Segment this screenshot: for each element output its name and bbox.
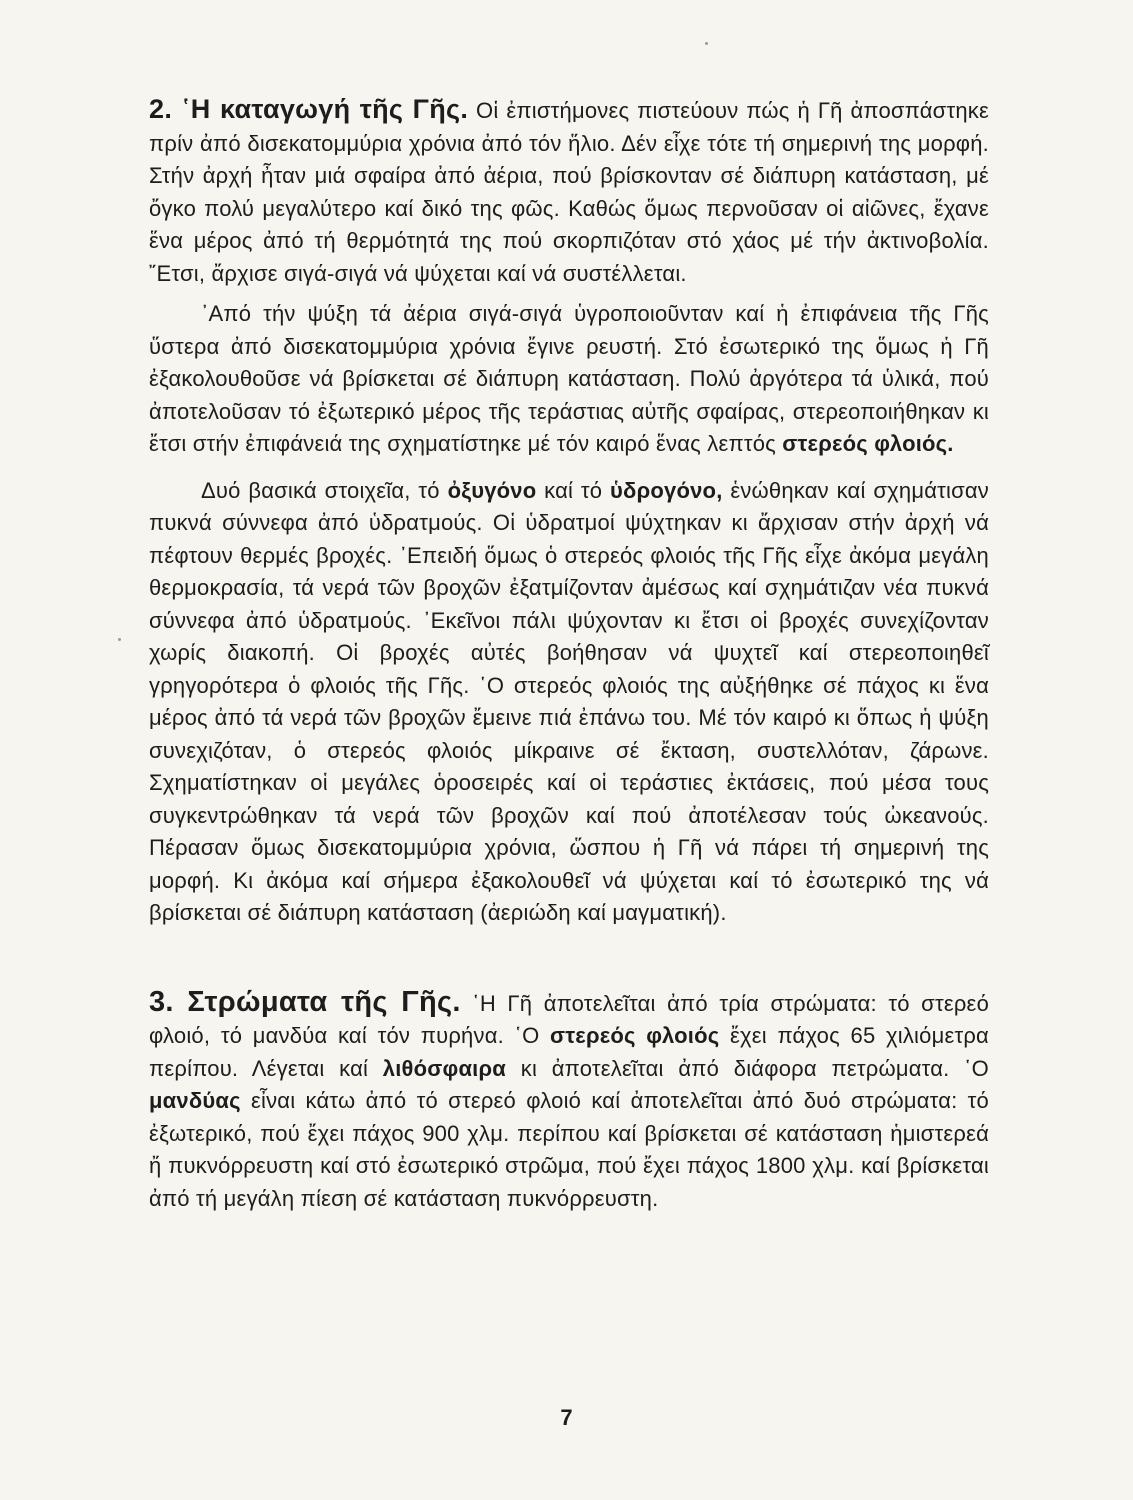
section-2-heading: 2. ῾Η καταγωγή τῆς Γῆς. (149, 94, 469, 124)
section-2-paragraph-2 (149, 298, 989, 461)
section-2-text-1: Οἱ ἐπιστήμονες πιστεύουν πώς ἡ Γῆ ἀποσπάστηκε πρίν ἀπό δισεκατομμύρια χρόνια ἀπό τόν ἥλιο. Δέν εἶχε τότε τή σημερινή της μορφή. Στήν ἀρχή ἦταν μιά σφαίρα ἀπό ἀέρια, πού βρίσκονταν σέ διάπυρη κατάσταση, μέ ὄγκο πολύ μεγαλύτερο καί δικό της φῶς. Καθώς ὅμως περνοῦσαν οἱ αἰῶνες, ἔχανε ἕνα μέρος ἀπό τή θερμότητά της πού σκορπιζόταν στό χάος μέ τήν ἀκτινοβολία. ῎Ετσι, ἄρχισε σιγά-σιγά νά ψύχεται καί νά συστέλλεται. (149, 98, 989, 286)
section-3-text-1: ῾Η Γῆ ἀποτελεῖται ἀπό τρία στρώματα: τό στερεό φλοιό, τό μανδύα καί τόν πυρήνα. ῾Ο (149, 990, 989, 1048)
mantle-term: μανδύας (149, 1088, 241, 1113)
lithosphere-term: λιθόσφαιρα (382, 1055, 507, 1081)
section-3-heading: 3. Στρώματα τῆς Γῆς. (149, 985, 461, 1018)
section-3-paragraph (149, 986, 989, 1216)
page-content (149, 93, 989, 1215)
section-2-text-2: ᾽Από τήν ψύξη τά ἀέρια σιγά-σιγά ὑγροποιοῦνταν καί ἡ ἐπιφάνεια τῆς Γῆς ὕστερα ἀπό δισεκατομμύρια χρόνια ἔγινε ρευστή. Στό ἐσωτερικό της ὅμως ἡ Γῆ ἐξακολουθοῦσε νά βρίσκεται σέ διάπυρη κατάσταση. Πολύ ἀργότερα τά ὑλικά, πού ἀποτελοῦσαν τό ἐξωτερικό μέρος τῆς τεράστιας αὐτῆς σφαίρας, στερεοποιήθηκαν κι ἔτσι στήν ἐπιφάνειά της σχηματίστηκε μέ τόν καιρό ἕνας λεπτός (149, 301, 989, 456)
spacer (149, 930, 989, 986)
spacer (149, 461, 989, 475)
section-2-text-3c: καί τό (536, 477, 611, 503)
hydrogen-term: ὑδρογόνο, (610, 477, 723, 503)
solid-crust-term-2: στερεός φλοιός (550, 1023, 720, 1048)
section-2-text-3e: ἑνώθηκαν καί σχημάτισαν πυκνά σύννεφα ἀπό ὑδρατμούς. Οἱ ὑδρατμοί ψύχτηκαν κι ἄρχισαν στήν ἀρχή νά πέφτουν θερμές βροχές. ᾽Επειδή ὅμως ὁ στερεός φλοιός τῆς Γῆς εἶχε ἀκόμα μεγάλη θερμοκρασία, τά νερά τῶν βροχῶν ἐξατμίζονταν ἀμέσως καί σχημάτιζαν νέα πυκνά σύννεφα ἀπό ὑδρατμούς. ᾽Εκεῖνοι πάλι ψύχονταν κι ἔτσι οἱ βροχές συνεχίζονταν χωρίς διακοπή. Οἱ βροχές αὐτές βοήθησαν νά ψυχτεῖ καί στερεοποιηθεῖ γρηγορότερα ὁ φλοιός τῆς Γῆς. ῾Ο στερεός φλοιός της αὐξήθηκε σέ πάχος κι ἕνα μέρος ἀπό τά νερά τῶν βροχῶν ἔμεινε πιά ἐπάνω του. Μέ τόν καιρό κι ὅπως ἡ ψύξη συνεχιζόταν, ὁ στερεός φλοιός μίκραινε σέ ἔκταση, συστελλόταν, ζάρωνε. Σχηματίστηκαν οἱ μεγάλες ὁροσειρές καί οἱ τεράστιες ἐκτάσεις, πού μέσα τους συγκεντρώθηκαν τά νερά τῶν βροχῶν καί πού ἀποτέλεσαν τούς ὠκεανούς. Πέρασαν ὅμως δισεκατομμύρια χρόνια, ὥσπου ἡ Γῆ νά πάρει τή σημερινή της μορφή. Κι ἀκόμα καί σήμερα ἐξακολουθεῖ νά ψύχεται καί τό ἐσωτερικό της νά βρίσκεται σέ διάπυρη κατάσταση (ἀεριώδη καί μαγματική). (149, 477, 990, 925)
page-number: 7 (560, 1405, 573, 1430)
section-3-text-4: εἶναι κάτω ἀπό τό στερεό φλοιό καί ἀποτελεῖται ἀπό δυό στρώματα: τό ἐξωτερικό, πού ἔχει πάχος 900 χλμ. περίπου καί βρίσκεται σέ κατάσταση ἡμιστερεά ἤ πυκνόρρευστη καί στό ἐσωτερικό στρῶμα, πού ἔχει πάχος 1800 χλμ. καί βρίσκεται ἀπό τή μεγάλη πίεση σέ κατάσταση πυκνόρρευστη. (149, 1088, 989, 1211)
section-2-paragraph-3 (149, 475, 989, 930)
print-speck (705, 42, 708, 45)
solid-crust-term: στερεός φλοιός. (782, 431, 954, 456)
print-speck (118, 638, 121, 641)
section-3-text-2: ἔχει πάχος 65 χιλιόμετρα περίπου. Λέγεται καί (149, 1023, 989, 1081)
section-2-text-3a: Δυό βασικά στοιχεῖα, τό (201, 477, 448, 503)
spacer (149, 290, 989, 298)
oxygen-term: ὀξυγόνο (447, 477, 537, 503)
section-3-text-3: κι ἀποτελεῖται ἀπό διάφορα πετρώματα. ῾Ο (506, 1055, 989, 1081)
section-2-paragraph-1 (149, 93, 989, 290)
